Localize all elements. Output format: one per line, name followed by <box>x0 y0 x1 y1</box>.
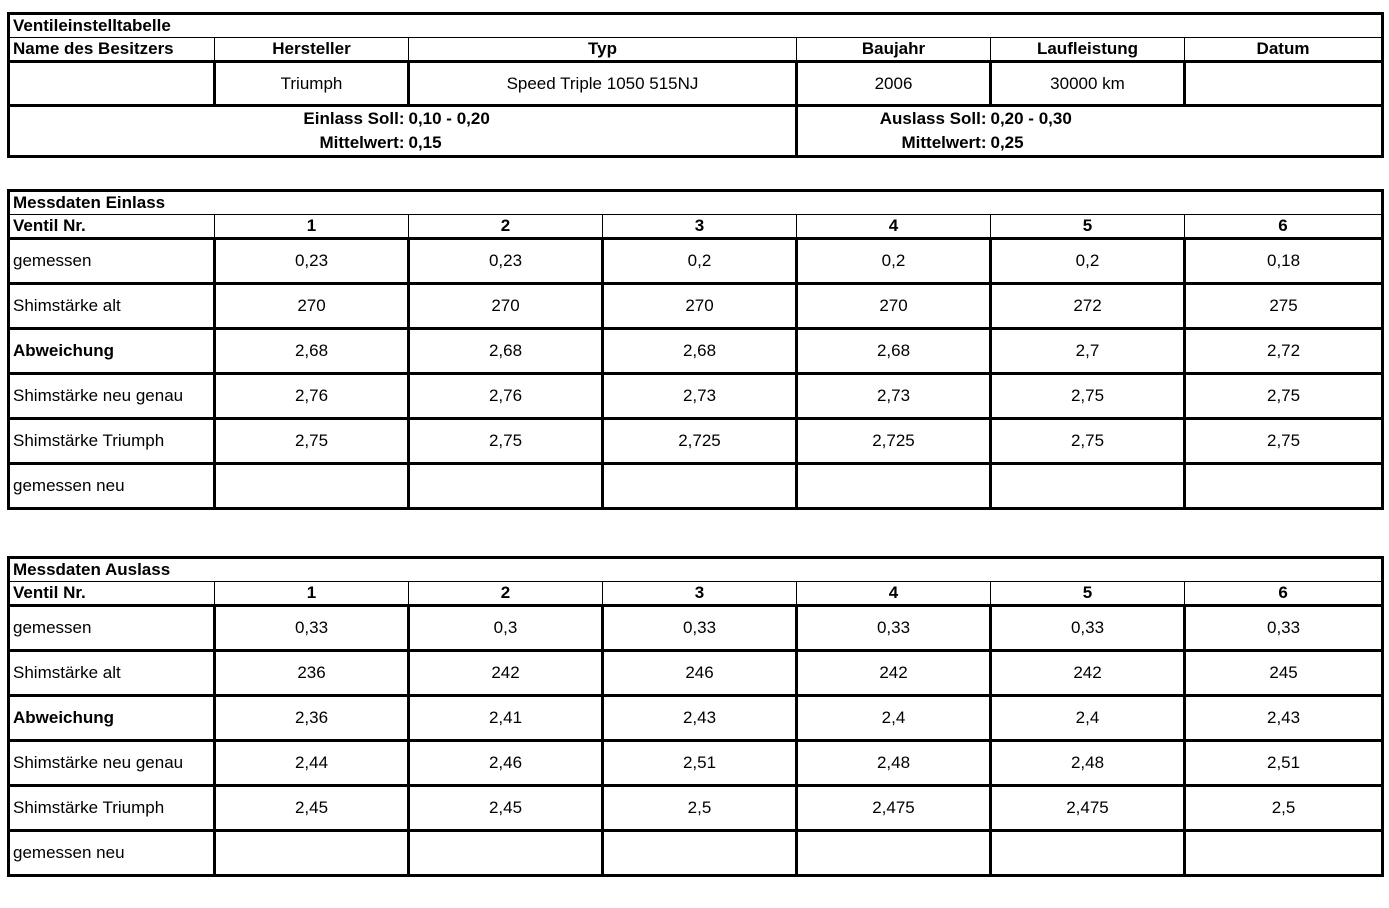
auslass-cell[interactable]: 2,4 <box>797 696 991 741</box>
auslass-cell[interactable]: 0,33 <box>215 606 409 651</box>
auslass-row-label: gemessen neu <box>9 831 215 876</box>
einlass-ventil-3: 3 <box>603 215 797 239</box>
auslass-ventil-4: 4 <box>797 582 991 606</box>
einlass-ventil-2: 2 <box>409 215 603 239</box>
einlass-cell[interactable] <box>215 464 409 509</box>
einlass-row-label: gemessen neu <box>9 464 215 509</box>
einlass-cell[interactable]: 2,7 <box>991 329 1185 374</box>
einlass-row-label: Shimstärke neu genau <box>9 374 215 419</box>
einlass-cell[interactable]: 270 <box>797 284 991 329</box>
auslass-cell[interactable]: 2,51 <box>1185 741 1383 786</box>
auslass-cell[interactable]: 2,51 <box>603 741 797 786</box>
auslass-ventil-5: 5 <box>991 582 1185 606</box>
auslass-row-label: Shimstärke alt <box>9 651 215 696</box>
auslass-table-row <box>9 786 1383 831</box>
col-mileage-header: Laufleistung <box>991 38 1185 62</box>
einlass-cell[interactable]: 2,68 <box>215 329 409 374</box>
einlass-cell[interactable]: 2,75 <box>409 419 603 464</box>
auslass-table <box>7 556 1384 877</box>
einlass-ventil-6: 6 <box>1185 215 1383 239</box>
einlass-table-row <box>9 284 1383 329</box>
einlass-cell[interactable]: 275 <box>1185 284 1383 329</box>
auslass-cell[interactable]: 0,33 <box>797 606 991 651</box>
einlass-cell[interactable]: 2,68 <box>409 329 603 374</box>
col-year-header: Baujahr <box>797 38 991 62</box>
einlass-cell[interactable] <box>1185 464 1383 509</box>
auslass-cell[interactable]: 2,475 <box>797 786 991 831</box>
auslass-cell[interactable]: 246 <box>603 651 797 696</box>
einlass-ventil-header: Ventil Nr. <box>9 215 215 239</box>
auslass-cell[interactable]: 2,5 <box>1185 786 1383 831</box>
auslass-cell[interactable]: 2,43 <box>603 696 797 741</box>
einlass-soll-value: 0,10 - 0,20 <box>409 106 797 132</box>
auslass-row-label: Abweichung <box>9 696 215 741</box>
einlass-cell[interactable] <box>797 464 991 509</box>
auslass-table-row <box>9 741 1383 786</box>
auslass-cell[interactable]: 0,33 <box>603 606 797 651</box>
auslass-soll-value: 0,20 - 0,30 <box>990 109 1072 128</box>
auslass-table-row <box>9 696 1383 741</box>
einlass-ventil-5: 5 <box>991 215 1185 239</box>
col-owner-header: Name des Besitzers <box>9 38 215 62</box>
einlass-cell[interactable]: 2,73 <box>603 374 797 419</box>
einlass-cell[interactable]: 2,68 <box>603 329 797 374</box>
einlass-cell[interactable]: 2,725 <box>797 419 991 464</box>
auslass-cell[interactable]: 2,5 <box>603 786 797 831</box>
einlass-row-label: Shimstärke Triumph <box>9 419 215 464</box>
einlass-cell[interactable]: 2,75 <box>215 419 409 464</box>
auslass-cell[interactable]: 242 <box>409 651 603 696</box>
auslass-cell[interactable]: 2,48 <box>797 741 991 786</box>
col-manufacturer-header: Hersteller <box>215 38 409 62</box>
einlass-table-row <box>9 419 1383 464</box>
einlass-cell[interactable]: 0,23 <box>215 239 409 284</box>
einlass-rows <box>9 239 1383 509</box>
einlass-row-label: Shimstärke alt <box>9 284 215 329</box>
date-cell[interactable] <box>1185 62 1383 106</box>
einlass-cell[interactable]: 270 <box>603 284 797 329</box>
auslass-cell[interactable]: 2,36 <box>215 696 409 741</box>
auslass-cell[interactable]: 0,33 <box>1185 606 1383 651</box>
einlass-cell[interactable]: 272 <box>991 284 1185 329</box>
einlass-cell[interactable]: 2,725 <box>603 419 797 464</box>
sheet-title: Ventileinstelltabelle <box>9 14 1383 38</box>
einlass-ventil-1: 1 <box>215 215 409 239</box>
auslass-row-label: Shimstärke neu genau <box>9 741 215 786</box>
auslass-mittel-label: Mittelwert: <box>901 133 987 152</box>
einlass-cell[interactable]: 0,23 <box>409 239 603 284</box>
auslass-cell[interactable]: 245 <box>1185 651 1383 696</box>
auslass-cell[interactable] <box>409 831 603 876</box>
header-table <box>7 12 1384 158</box>
einlass-cell[interactable] <box>603 464 797 509</box>
einlass-cell[interactable]: 2,75 <box>1185 419 1383 464</box>
auslass-row-label: gemessen <box>9 606 215 651</box>
auslass-cell[interactable] <box>797 831 991 876</box>
auslass-title: Messdaten Auslass <box>9 558 1383 582</box>
auslass-cell[interactable]: 2,45 <box>409 786 603 831</box>
auslass-cell[interactable] <box>603 831 797 876</box>
einlass-table-row <box>9 374 1383 419</box>
einlass-cell[interactable]: 2,76 <box>409 374 603 419</box>
auslass-cell[interactable]: 236 <box>215 651 409 696</box>
einlass-cell[interactable]: 270 <box>215 284 409 329</box>
type-cell[interactable]: Speed Triple 1050 515NJ <box>409 62 797 106</box>
einlass-cell[interactable]: 270 <box>409 284 603 329</box>
einlass-cell[interactable]: 0,2 <box>991 239 1185 284</box>
auslass-cell[interactable]: 2,4 <box>991 696 1185 741</box>
col-date-header: Datum <box>1185 38 1383 62</box>
auslass-cell[interactable]: 0,33 <box>991 606 1185 651</box>
auslass-ventil-3: 3 <box>603 582 797 606</box>
auslass-cell[interactable]: 2,41 <box>409 696 603 741</box>
einlass-title: Messdaten Einlass <box>9 191 1383 215</box>
auslass-row-label: Shimstärke Triumph <box>9 786 215 831</box>
auslass-cell[interactable]: 242 <box>797 651 991 696</box>
auslass-table-row <box>9 606 1383 651</box>
einlass-cell[interactable] <box>991 464 1185 509</box>
auslass-mittel-value: 0,25 <box>990 133 1024 152</box>
einlass-cell[interactable]: 2,76 <box>215 374 409 419</box>
auslass-soll-label: Auslass Soll: <box>879 109 987 128</box>
einlass-mittel-label: Mittelwert: <box>319 133 405 152</box>
auslass-cell[interactable] <box>215 831 409 876</box>
einlass-cell[interactable]: 0,2 <box>603 239 797 284</box>
auslass-cell[interactable]: 2,45 <box>215 786 409 831</box>
auslass-cell[interactable]: 0,3 <box>409 606 603 651</box>
einlass-table <box>7 189 1384 510</box>
auslass-table-row <box>9 831 1383 876</box>
auslass-cell[interactable]: 2,48 <box>991 741 1185 786</box>
mileage-cell[interactable]: 30000 km <box>991 62 1185 106</box>
auslass-ventil-2: 2 <box>409 582 603 606</box>
auslass-ventil-6: 6 <box>1185 582 1383 606</box>
einlass-cell[interactable]: 2,73 <box>797 374 991 419</box>
einlass-table-row <box>9 329 1383 374</box>
auslass-cell[interactable] <box>1185 831 1383 876</box>
auslass-table-row <box>9 651 1383 696</box>
auslass-cell[interactable]: 2,46 <box>409 741 603 786</box>
einlass-ventil-4: 4 <box>797 215 991 239</box>
manufacturer-cell[interactable]: Triumph <box>215 62 409 106</box>
auslass-cell[interactable]: 242 <box>991 651 1185 696</box>
einlass-cell[interactable]: 0,2 <box>797 239 991 284</box>
year-cell[interactable]: 2006 <box>797 62 991 106</box>
einlass-row-label: gemessen <box>9 239 215 284</box>
einlass-soll-label: Einlass Soll: <box>303 109 405 128</box>
einlass-mittel-value: 0,15 <box>409 131 797 157</box>
einlass-table-row <box>9 239 1383 284</box>
einlass-cell[interactable] <box>409 464 603 509</box>
auslass-ventil-header: Ventil Nr. <box>9 582 215 606</box>
einlass-table-row <box>9 464 1383 509</box>
auslass-rows <box>9 606 1383 876</box>
owner-cell[interactable] <box>9 62 215 106</box>
einlass-cell[interactable]: 0,18 <box>1185 239 1383 284</box>
einlass-cell[interactable]: 2,68 <box>797 329 991 374</box>
auslass-cell[interactable]: 2,475 <box>991 786 1185 831</box>
auslass-ventil-1: 1 <box>215 582 409 606</box>
einlass-row-label: Abweichung <box>9 329 215 374</box>
einlass-cell[interactable]: 2,75 <box>1185 374 1383 419</box>
auslass-cell[interactable]: 2,43 <box>1185 696 1383 741</box>
einlass-cell[interactable]: 2,75 <box>991 419 1185 464</box>
einlass-cell[interactable]: 2,75 <box>991 374 1185 419</box>
col-type-header: Typ <box>409 38 797 62</box>
einlass-cell[interactable]: 2,72 <box>1185 329 1383 374</box>
auslass-cell[interactable] <box>991 831 1185 876</box>
auslass-cell[interactable]: 2,44 <box>215 741 409 786</box>
